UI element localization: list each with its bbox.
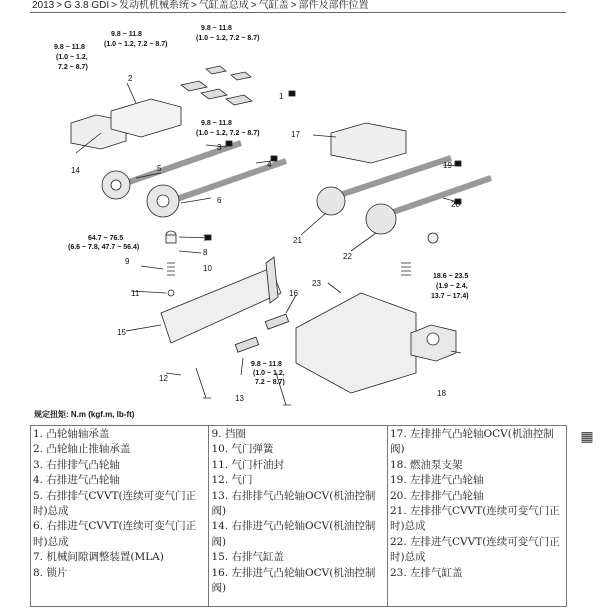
breadcrumb-separator: > bbox=[111, 0, 117, 11]
legend-column-3 bbox=[387, 426, 566, 607]
parts-legend-table bbox=[30, 425, 567, 607]
legend-item: 7. 机械间隙调整装置(MLA) bbox=[33, 551, 164, 564]
legend-item: 20. 左排排气凸轮轴 bbox=[389, 489, 484, 502]
breadcrumb-separator: > bbox=[250, 0, 257, 11]
part-number: 18 bbox=[437, 389, 446, 398]
legend-item: 23. 左排气缸盖 bbox=[389, 566, 463, 579]
svg-text:9.8 ~ 11.8: 9.8 ~ 11.8 bbox=[111, 31, 142, 38]
cvvt-21 bbox=[317, 187, 345, 215]
svg-text:(1.0 ~ 1.2,: (1.0 ~ 1.2, bbox=[56, 54, 88, 61]
svg-text:64.7 ~ 76.5: 64.7 ~ 76.5 bbox=[88, 235, 124, 242]
cylinder-head-drawing bbox=[31, 13, 567, 421]
thrust-cap-2 bbox=[111, 99, 181, 137]
legend-item: 12. 气门 bbox=[211, 474, 253, 487]
part-number: 1 bbox=[279, 92, 284, 101]
legend-item: 17. 左排排气凸轮轴OCV(机油控制阀) bbox=[389, 428, 554, 456]
legend-item: 10. 气门弹簧 bbox=[211, 443, 274, 456]
exploded-diagram bbox=[31, 13, 567, 421]
part-number: 11 bbox=[131, 289, 140, 298]
svg-text:9.8 ~ 11.8: 9.8 ~ 11.8 bbox=[54, 44, 85, 51]
svg-text:7.2 ~ 8.7): 7.2 ~ 8.7) bbox=[255, 379, 285, 386]
legend-item: 11. 气门杆油封 bbox=[211, 458, 285, 471]
part-number: 7 bbox=[203, 234, 208, 243]
torque-caption: 规定扭矩: N.m (kgf.m, lb-ft) bbox=[34, 410, 135, 419]
part-number: 3 bbox=[217, 143, 222, 152]
legend-item: 2. 凸轮轴止推轴承盖 bbox=[33, 443, 131, 456]
svg-text:9.8 ~ 11.8: 9.8 ~ 11.8 bbox=[251, 361, 282, 368]
part-number: 22 bbox=[343, 252, 352, 261]
legend-item: 13. 右排排气凸轮轴OCV(机油控制阀) bbox=[211, 489, 376, 518]
svg-text:13.7 ~ 17.4): 13.7 ~ 17.4) bbox=[431, 293, 469, 300]
part-number: 4 bbox=[267, 160, 272, 169]
part-number: 15 bbox=[117, 328, 126, 337]
torque-label-c bbox=[196, 25, 259, 42]
svg-text:9.8 ~ 11.8: 9.8 ~ 11.8 bbox=[201, 120, 232, 127]
part-number: 6 bbox=[217, 196, 222, 205]
part-number: 9 bbox=[125, 257, 130, 266]
svg-text:(6.6 ~ 7.8, 47.7 ~ 56.4): (6.6 ~ 7.8, 47.7 ~ 56.4) bbox=[68, 244, 140, 251]
part-number: 10 bbox=[203, 264, 212, 273]
legend-item: 18. 燃油泵支架 bbox=[389, 458, 463, 471]
breadcrumb-item[interactable]: 气缸盖总成 bbox=[198, 0, 249, 11]
legend-item: 5. 右排排气CVVT(连续可变气门正时)总成 bbox=[33, 489, 197, 518]
part-number: 23 bbox=[312, 279, 321, 288]
breadcrumb-separator: > bbox=[56, 0, 63, 11]
part-number: 5 bbox=[157, 164, 162, 173]
part-number: 20 bbox=[451, 200, 460, 209]
legend-column-1 bbox=[31, 426, 209, 607]
part-number: 14 bbox=[71, 166, 80, 175]
table-view-icon[interactable]: ▦ bbox=[580, 429, 594, 445]
part-number: 12 bbox=[159, 374, 168, 383]
legend-item: 4. 右排进气凸轮轴 bbox=[33, 474, 120, 487]
legend-item: 3. 右排排气凸轮轴 bbox=[33, 458, 120, 471]
legend-item: 8. 锁片 bbox=[33, 566, 68, 579]
svg-text:(1.0 ~ 1.2, 7.2 ~ 8.7): (1.0 ~ 1.2, 7.2 ~ 8.7) bbox=[196, 130, 260, 137]
svg-text:(1.0 ~ 1.2,: (1.0 ~ 1.2, bbox=[253, 370, 285, 377]
legend-item: 21. 左排排气CVVT(连续可变气门正时)总成 bbox=[389, 505, 560, 533]
legend-item: 6. 右排进气CVVT(连续可变气门正时)总成 bbox=[33, 520, 197, 548]
cvvt-22 bbox=[366, 204, 396, 234]
breadcrumb-item[interactable]: G 3.8 GDI bbox=[64, 0, 110, 11]
legend-item: 16. 左排进气凸轮轴OCV(机油控制阀) bbox=[211, 566, 376, 595]
cylinder-head-23 bbox=[296, 293, 416, 393]
svg-text:(1.0 ~ 1.2, 7.2 ~ 8.7): (1.0 ~ 1.2, 7.2 ~ 8.7) bbox=[196, 35, 260, 42]
legend-item: 1. 凸轮轴轴承盖 bbox=[33, 428, 110, 440]
svg-text:18.6 ~ 23.5: 18.6 ~ 23.5 bbox=[433, 273, 469, 280]
breadcrumb-separator: > bbox=[190, 0, 197, 11]
part-number: 2 bbox=[128, 74, 133, 83]
breadcrumb-item[interactable]: 2013 bbox=[32, 0, 55, 11]
torque-label-a bbox=[54, 44, 88, 71]
breadcrumb-item[interactable]: 气缸盖 bbox=[258, 0, 289, 11]
breadcrumb-item-current: 部件及部件位置 bbox=[298, 0, 369, 11]
legend-item: 22. 左排进气CVVT(连续可变气门正时)总成 bbox=[389, 535, 560, 564]
svg-text:7.2 ~ 8.7): 7.2 ~ 8.7) bbox=[58, 64, 88, 71]
legend-item: 19. 左排进气凸轮轴 bbox=[389, 474, 484, 487]
svg-text:(1.9 ~ 2.4,: (1.9 ~ 2.4, bbox=[436, 283, 468, 290]
torque-label-g bbox=[251, 361, 285, 386]
part-number: 16 bbox=[289, 289, 298, 298]
breadcrumb-item[interactable]: 发动机机械系统 bbox=[118, 0, 189, 11]
torque-label-e bbox=[68, 235, 139, 251]
torque-label-b bbox=[104, 31, 167, 48]
legend-item: 15. 右排气缸盖 bbox=[211, 551, 285, 564]
part-number: 13 bbox=[235, 394, 244, 403]
legend-item: 14. 右排进气凸轮轴OCV(机油控制阀) bbox=[211, 520, 376, 548]
breadcrumb-separator: > bbox=[290, 0, 297, 11]
svg-text:(1.0 ~ 1.2, 7.2 ~ 8.7): (1.0 ~ 1.2, 7.2 ~ 8.7) bbox=[104, 41, 168, 48]
cylinder-head-15 bbox=[161, 268, 281, 343]
legend-column-2 bbox=[209, 426, 387, 607]
part-number: 8 bbox=[203, 248, 208, 257]
part-number: 21 bbox=[293, 236, 302, 245]
torque-label-d bbox=[196, 120, 259, 137]
breadcrumb bbox=[32, 0, 368, 12]
legend-item: 9. 挡圈 bbox=[211, 428, 246, 440]
svg-text:9.8 ~ 11.8: 9.8 ~ 11.8 bbox=[201, 25, 232, 32]
torque-label-f bbox=[431, 273, 469, 300]
ocv-bracket-17 bbox=[331, 123, 406, 163]
part-number: 17 bbox=[291, 130, 300, 139]
part-number: 19 bbox=[443, 161, 452, 170]
